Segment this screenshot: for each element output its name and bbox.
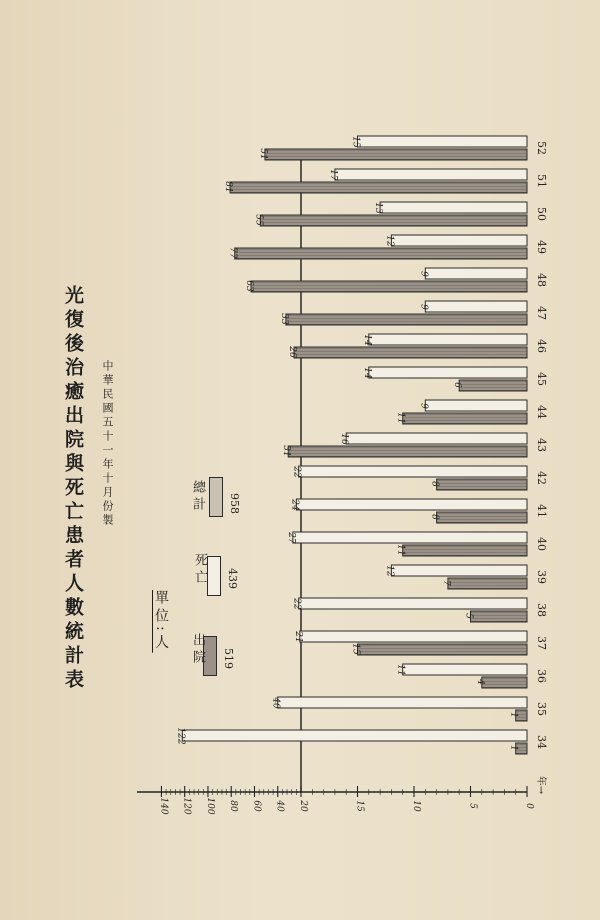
legend-label-total: 總計 xyxy=(190,480,205,514)
label-death-50: 13 xyxy=(373,202,384,214)
bar-death-46 xyxy=(369,334,527,345)
tick-label-80: 80 xyxy=(228,800,239,812)
year-label-40: 40 xyxy=(535,537,548,551)
year-label-48: 48 xyxy=(535,273,548,287)
unit-label: 單位:人 xyxy=(153,590,169,653)
year-label-41: 41 xyxy=(535,504,548,518)
label-discharge-35: 1 xyxy=(508,712,519,718)
bar-death-38 xyxy=(299,598,527,609)
label-discharge-34: 1 xyxy=(508,745,519,751)
year-label-45: 45 xyxy=(535,372,548,386)
bar-death-47 xyxy=(425,301,527,312)
label-death-51: 17 xyxy=(327,169,338,181)
label-death-52: 15 xyxy=(350,136,361,148)
year-label-44: 44 xyxy=(535,405,548,419)
label-discharge-45: 6 xyxy=(452,382,463,388)
label-death-37: 21 xyxy=(292,631,303,643)
year-axis-label: 年→ xyxy=(535,775,546,795)
label-discharge-50: 55 xyxy=(253,214,264,226)
label-death-34: 122 xyxy=(175,727,186,745)
year-label-46: 46 xyxy=(535,339,548,353)
bar-death-35 xyxy=(278,697,527,708)
label-death-38: 22 xyxy=(291,598,302,610)
bar-discharge-39 xyxy=(448,578,527,589)
label-discharge-49: 77 xyxy=(227,247,238,259)
bar-discharge-41 xyxy=(437,512,527,523)
tick-label-120: 120 xyxy=(181,797,192,815)
tick-label-20: 20 xyxy=(298,800,308,812)
label-discharge-40: 11 xyxy=(395,544,406,556)
bar-death-37 xyxy=(300,631,527,642)
year-label-38: 38 xyxy=(535,603,548,617)
tick-label-40: 40 xyxy=(274,800,285,812)
label-death-35: 40 xyxy=(270,697,281,709)
bar-discharge-40 xyxy=(403,545,527,556)
bar-discharge-52 xyxy=(265,149,527,160)
bar-discharge-44 xyxy=(403,413,527,424)
bar-discharge-47 xyxy=(286,314,527,325)
bar-death-43 xyxy=(346,433,527,444)
label-death-41: 24 xyxy=(289,499,300,511)
tick-label-15: 15 xyxy=(354,800,365,812)
bar-discharge-43 xyxy=(288,446,527,457)
bar-death-40 xyxy=(293,532,527,543)
bar-death-39 xyxy=(391,565,527,576)
label-discharge-52: 51 xyxy=(257,148,268,160)
bar-discharge-42 xyxy=(437,479,527,490)
tick-label-140: 140 xyxy=(158,797,169,815)
label-discharge-36: 4 xyxy=(474,679,485,685)
tick-label-5: 5 xyxy=(467,803,478,809)
bar-discharge-36 xyxy=(482,677,527,688)
label-discharge-51: 81 xyxy=(223,181,234,193)
bar-death-45 xyxy=(369,367,527,378)
label-death-48: 9 xyxy=(418,271,429,277)
year-label-36: 36 xyxy=(535,669,548,683)
year-label-51: 51 xyxy=(535,174,548,188)
legend-total-death: 439 xyxy=(226,568,239,589)
tick-label-60: 60 xyxy=(251,800,262,812)
label-death-47: 9 xyxy=(418,304,429,310)
chart-title: 光復後治癒出院與死亡患者人數統計表 xyxy=(62,285,84,693)
label-death-46: 14 xyxy=(361,334,372,346)
label-death-40: 27 xyxy=(285,532,296,544)
legend-label-discharge: 出院 xyxy=(190,633,205,667)
year-label-52: 52 xyxy=(535,141,548,155)
bar-death-50 xyxy=(380,202,527,213)
tick-label-0: 0 xyxy=(524,803,534,809)
label-death-49: 12 xyxy=(384,235,395,247)
label-discharge-43: 31 xyxy=(281,445,292,457)
bar-death-42 xyxy=(299,466,527,477)
bar-death-51 xyxy=(335,169,527,180)
year-label-50: 50 xyxy=(535,207,548,221)
chart-subtitle: 中華民國五十一年十月份製 xyxy=(101,360,114,528)
bar-death-49 xyxy=(391,235,527,246)
bar-discharge-45 xyxy=(459,380,527,391)
label-discharge-38: 5 xyxy=(463,613,474,619)
bar-discharge-38 xyxy=(471,611,528,622)
label-discharge-47: 33 xyxy=(278,313,289,325)
tick-label-10: 10 xyxy=(411,800,421,812)
bar-discharge-49 xyxy=(235,248,527,259)
year-label-37: 37 xyxy=(535,636,548,650)
label-discharge-48: 63 xyxy=(243,280,254,292)
bar-discharge-48 xyxy=(251,281,527,292)
label-discharge-42: 8 xyxy=(429,481,440,487)
bar-death-48 xyxy=(425,268,527,279)
year-label-34: 34 xyxy=(535,735,548,749)
bar-discharge-37 xyxy=(358,644,528,655)
label-death-43: 16 xyxy=(339,433,350,445)
legend-label-death: 死亡 xyxy=(192,553,207,587)
label-death-45: 14 xyxy=(361,367,372,379)
bar-death-34 xyxy=(182,730,527,741)
year-label-47: 47 xyxy=(535,306,548,320)
year-label-42: 42 xyxy=(535,471,548,485)
label-discharge-46: 26 xyxy=(287,346,298,358)
year-label-35: 35 xyxy=(535,702,548,716)
label-death-44: 9 xyxy=(418,403,429,409)
label-discharge-39: 7 xyxy=(440,580,451,586)
tick-label-100: 100 xyxy=(204,797,215,815)
bar-death-44 xyxy=(425,400,527,411)
legend-total-total: 958 xyxy=(228,493,241,514)
label-discharge-41: 8 xyxy=(429,514,440,520)
label-discharge-37: 15 xyxy=(350,643,361,655)
year-label-39: 39 xyxy=(535,570,548,584)
label-death-39: 12 xyxy=(384,565,395,577)
year-label-43: 43 xyxy=(535,438,548,452)
bar-discharge-50 xyxy=(260,215,527,226)
legend-total-discharge: 519 xyxy=(222,648,235,669)
bar-death-36 xyxy=(403,664,527,675)
label-death-36: 11 xyxy=(395,664,406,676)
bar-death-41 xyxy=(296,499,527,510)
year-label-49: 49 xyxy=(535,240,548,254)
bar-discharge-46 xyxy=(294,347,527,358)
bar-death-52 xyxy=(358,136,528,147)
bar-discharge-51 xyxy=(230,182,527,193)
label-death-42: 22 xyxy=(291,466,302,478)
label-discharge-44: 11 xyxy=(395,412,406,424)
